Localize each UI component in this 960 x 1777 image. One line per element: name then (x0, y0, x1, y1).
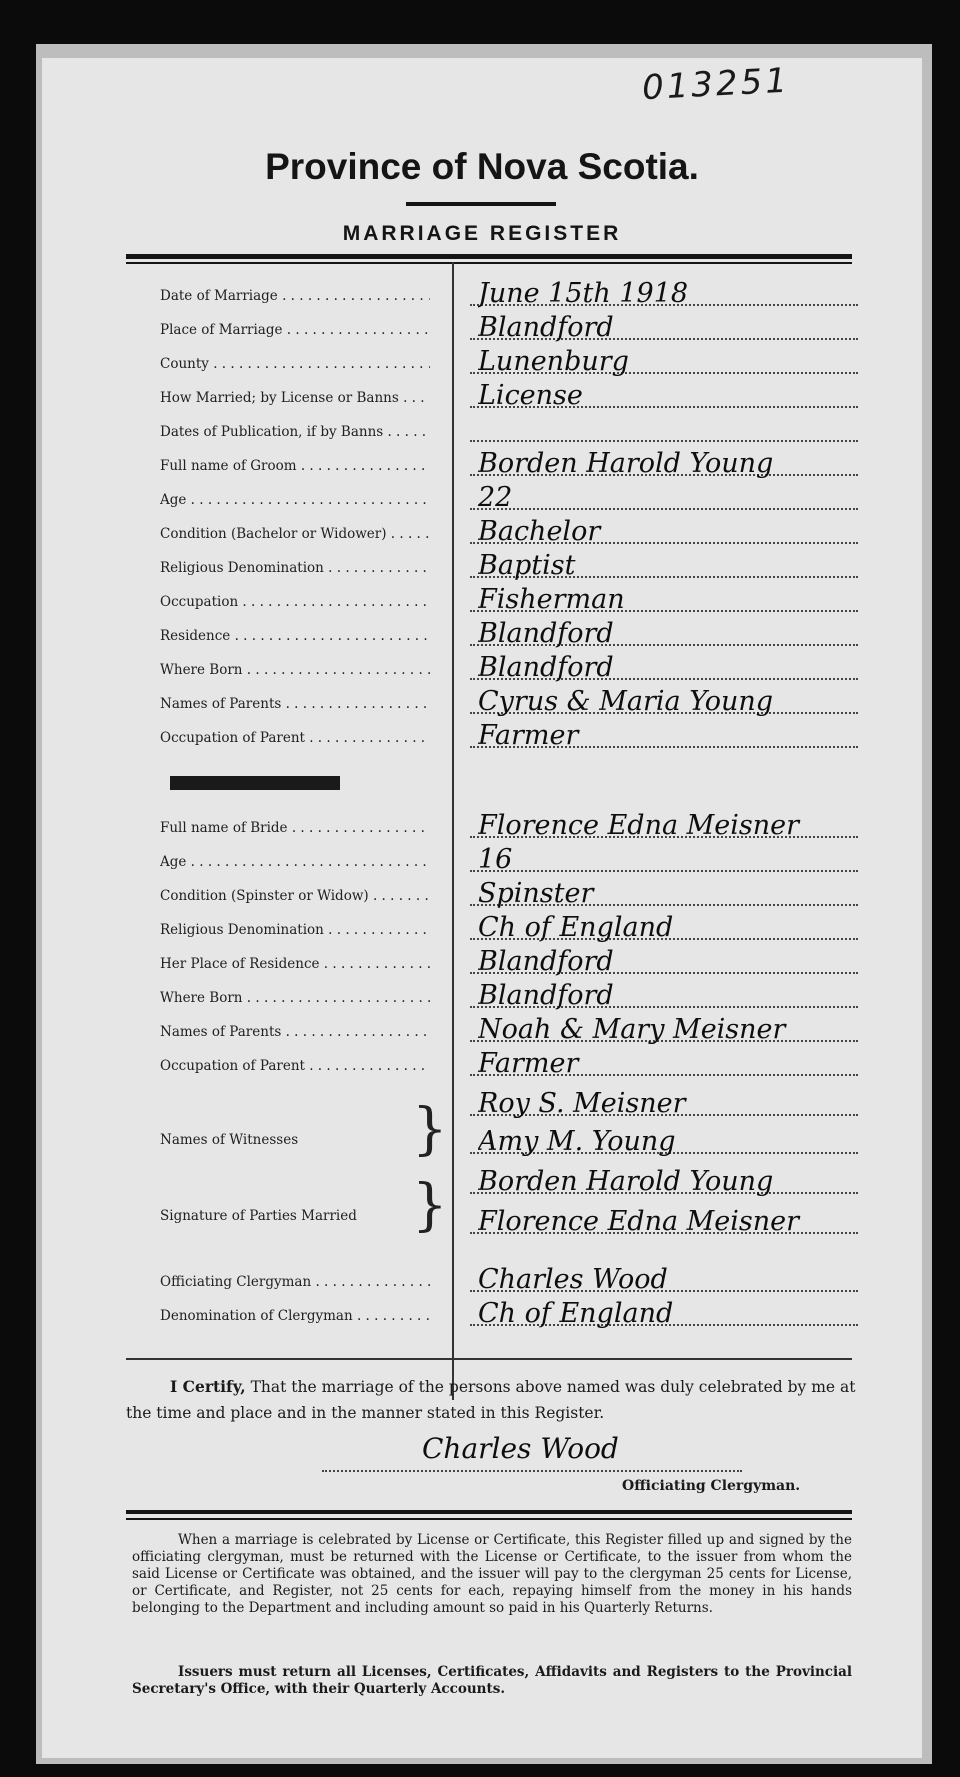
field-value: Farmer (478, 1048, 579, 1079)
field-row-bride-parent-occupation (126, 1050, 886, 1084)
document-number: 013251 (641, 60, 791, 109)
field-value: Fisherman (478, 584, 625, 615)
field-label: County . . . (160, 356, 430, 372)
field-label: Age . . . (160, 492, 430, 508)
signatures-brace: } (412, 1173, 448, 1238)
field-value: Spinster (478, 878, 594, 909)
field-row-groom-residence (126, 620, 886, 654)
field-label: Condition (Spinster or Widow) . . . (160, 888, 430, 904)
page-title: Province of Nova Scotia. (265, 146, 699, 187)
witness-row-2 (126, 1128, 886, 1162)
field-label: Dates of Publication, if by Banns . . . (160, 424, 430, 440)
field-row-clergy-denomination (126, 1300, 886, 1334)
field-value: Blandford (478, 618, 614, 649)
field-row-bride-residence (126, 948, 886, 982)
header-rule (126, 254, 852, 259)
certify-text: That the marriage of the persons above named was duly celebrated by me at the time and place and in the manner stated in this Register. (126, 1378, 856, 1422)
field-label: Residence . . . (160, 628, 430, 644)
field-value: 22 (478, 482, 513, 513)
field-value: Baptist (478, 550, 576, 581)
certification-caption: Officiating Clergyman. (622, 1478, 801, 1494)
field-value (478, 414, 878, 446)
field-value: Charles Wood (478, 1264, 668, 1295)
field-row-groom-religion (126, 552, 886, 586)
notice-rule-thick (126, 1510, 852, 1514)
field-label: Her Place of Residence . . . (160, 956, 430, 972)
field-row-county (126, 348, 886, 382)
register-bottom-rule (126, 1358, 852, 1360)
field-label: Denomination of Clergyman . . . (160, 1308, 430, 1324)
field-label: Full name of Groom . . . (160, 458, 430, 474)
field-label: Place of Marriage . . . (160, 322, 430, 338)
field-row-groom-parent-occupation (126, 722, 886, 756)
field-row-groom-birthplace (126, 654, 886, 688)
field-row-bride-religion (126, 914, 886, 948)
field-value: Cyrus & Maria Young (478, 686, 774, 717)
notice-rule-thin (126, 1518, 852, 1520)
witness-name: Amy M. Young (478, 1126, 676, 1157)
certification-signature: Charles Wood (422, 1432, 619, 1465)
field-value: Farmer (478, 720, 579, 751)
field-label: Age . . . (160, 854, 430, 870)
field-label: Officiating Clergyman . . . (160, 1274, 430, 1290)
field-value: Bachelor (478, 516, 601, 547)
witness-name: Roy S. Meisner (478, 1088, 686, 1119)
certify-word: I Certify, (170, 1377, 246, 1396)
field-label: Occupation of Parent . . . (160, 1058, 430, 1074)
field-value: Florence Edna Meisner (478, 810, 800, 841)
field-row-date-of-marriage (126, 280, 886, 314)
signatures-label: Signature of Parties Married (160, 1208, 357, 1224)
field-value: Lunenburg (478, 346, 629, 377)
field-value: License (478, 380, 583, 411)
field-label: Where Born . . . (160, 662, 430, 678)
field-value: Ch of England (478, 1298, 674, 1329)
field-label: Religious Denomination . . . (160, 922, 430, 938)
field-row-bride-condition (126, 880, 886, 914)
witnesses-label: Names of Witnesses (160, 1132, 299, 1148)
field-row-bride-name (126, 812, 886, 846)
page-subtitle: MARRIAGE REGISTER (342, 222, 622, 245)
field-label: Religious Denomination . . . (160, 560, 430, 576)
field-row-groom-name (126, 450, 886, 484)
field-label: How Married; by License or Banns . . . (160, 390, 430, 406)
witnesses-brace: } (412, 1097, 448, 1162)
section-separator-bar (170, 776, 340, 790)
field-label: Full name of Bride . . . (160, 820, 430, 836)
field-row-groom-condition (126, 518, 886, 552)
issuer-instructions: Issuers must return all Licenses, Certificates, Affidavits and Registers to the Provincial Secretary's Office, with their Quarterly Accounts. (132, 1664, 852, 1697)
field-row-groom-occupation (126, 586, 886, 620)
field-row-dates-of-publication (126, 416, 886, 450)
field-label: Condition (Bachelor or Widower) . . . (160, 526, 430, 542)
signature-name: Borden Harold Young (478, 1166, 774, 1197)
field-label: Occupation of Parent . . . (160, 730, 430, 746)
register-document (42, 58, 922, 1758)
field-value: 16 (478, 844, 513, 875)
signature-row-2 (126, 1208, 886, 1242)
certification-statement (126, 1374, 856, 1426)
field-row-bride-age (126, 846, 886, 880)
signature-name: Florence Edna Meisner (478, 1206, 800, 1237)
field-row-how-married (126, 382, 886, 416)
certification-signature-line (322, 1432, 742, 1472)
field-row-bride-parents (126, 1016, 886, 1050)
title-rule (406, 202, 556, 206)
field-value: Blandford (478, 652, 614, 683)
field-row-place-of-marriage (126, 314, 886, 348)
field-value: Ch of England (478, 912, 674, 943)
field-label: Date of Marriage . . . (160, 288, 430, 304)
signature-row-1 (126, 1168, 886, 1202)
field-label: Names of Parents . . . (160, 696, 430, 712)
field-row-bride-birthplace (126, 982, 886, 1016)
field-value: Borden Harold Young (478, 448, 774, 479)
return-instructions: When a marriage is celebrated by License or Certificate, this Register filled up and signed by the officiating clergyman, must be returned with the License or Certificate, to the issuer from whom the said License or Certificate was obtained, and the issuer will pay to the clergyman 25 cents for License, or Certificate, and Register, not 25 cents for each, repaying himself from the money in his hands belonging to the Department and including amount so paid in his Quarterly Returns. (132, 1532, 852, 1616)
field-label: Occupation . . . (160, 594, 430, 610)
header-rule-thin (126, 262, 852, 264)
field-row-groom-age (126, 484, 886, 518)
field-row-groom-parents (126, 688, 886, 722)
witness-row-1 (126, 1090, 886, 1124)
field-value: Blandford (478, 980, 614, 1011)
field-value: Blandford (478, 946, 614, 977)
field-value: Noah & Mary Meisner (478, 1014, 786, 1045)
field-row-officiating-clergyman (126, 1266, 886, 1300)
field-value: June 15th 1918 (478, 278, 689, 309)
field-label: Where Born . . . (160, 990, 430, 1006)
field-label: Names of Parents . . . (160, 1024, 430, 1040)
field-value: Blandford (478, 312, 614, 343)
